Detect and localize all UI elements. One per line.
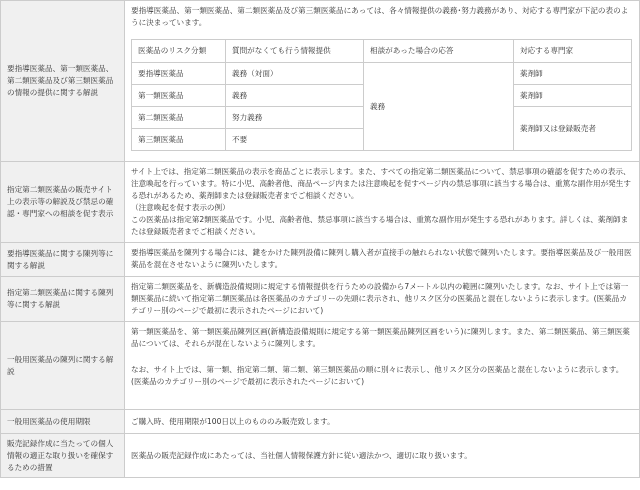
content-text: なお、サイト上では、第一類、指定第二類、第二類、第三類医薬品の順に別々に表示し、他リスク区分の医薬品と混在しないように表示します。(医薬品のカテゴリー別のページで最初に表示されたページにおいて) bbox=[131, 365, 624, 386]
expiration-row bbox=[1, 410, 640, 434]
row-content bbox=[125, 277, 640, 322]
row-content bbox=[125, 1, 640, 162]
row-label: 一般用医薬品の陳列に関する解説 bbox=[1, 322, 125, 410]
column-header: 対応する専門家 bbox=[514, 40, 632, 63]
column-header: 相談があった場合の応答 bbox=[364, 40, 514, 63]
designated-class2-display-row bbox=[1, 162, 640, 243]
info-provision-cell: 義務 bbox=[226, 85, 364, 107]
expert-cell: 薬剤師 bbox=[514, 63, 632, 85]
risk-class-cell: 第二類医薬品 bbox=[132, 107, 226, 129]
risk-class-cell: 第一類医薬品 bbox=[132, 85, 226, 107]
table-header-row bbox=[132, 40, 632, 63]
info-provision-cell: 努力義務 bbox=[226, 107, 364, 129]
row-content bbox=[125, 162, 640, 243]
otc-arrangement-row bbox=[1, 322, 640, 410]
row-label: 販売記録作成に当たっての個人情報の適正な取り扱いを確保するための措置 bbox=[1, 434, 125, 478]
risk-class-cell: 要指導医薬品 bbox=[132, 63, 226, 85]
content-text: 要指導医薬品を陳列する場合には、鍵をかけた陳列設備に陳列し購入者が直接手の触れられない状態で陳列いたします。要指導医薬品及び一般用医薬品を混在させないように陳列いたします。 bbox=[131, 248, 632, 269]
info-provision-row bbox=[1, 1, 640, 162]
risk-classification-table bbox=[131, 39, 632, 151]
row-content bbox=[125, 322, 640, 410]
row-content bbox=[125, 434, 640, 478]
designated-class2-arrangement-row bbox=[1, 277, 640, 322]
row-content bbox=[125, 410, 640, 434]
content-text: 第一類医薬品を、第一類医薬品陳列区画(新構造設備規則に規定する第一類医薬品陳列区画をいう)に陳列します。また、第二類医薬品、第三類医薬品については、それらが混在しないように陳列します。 bbox=[131, 327, 630, 348]
column-header: 質問がなくても行う情報提供 bbox=[226, 40, 364, 63]
guidance-drug-display-row bbox=[1, 243, 640, 277]
row-label: 指定第二類医薬品に関する陳列等に関する解説 bbox=[1, 277, 125, 322]
content-text: （注意喚起を促す表示の例） bbox=[131, 203, 230, 212]
expert-cell: 薬剤師 bbox=[514, 85, 632, 107]
content-text: 指定第二類医薬品を、新構造設備規則に規定する情報提供を行うための設備から7メートル以内の範囲に陳列いたします。なお、サイト上では第一類医薬品に続いて指定第二類医薬品は各医薬品のカテゴリーの先頭に表示され、他リスク区分の医薬品と混在しないように表示します。(医薬品カテゴリー別のページで最初に表示されたページにおいて) bbox=[131, 282, 629, 315]
consultation-response-cell: 義務 bbox=[364, 63, 514, 151]
row-content bbox=[125, 243, 640, 277]
privacy-row bbox=[1, 434, 640, 478]
column-header: 医薬品のリスク分類 bbox=[132, 40, 226, 63]
content-text: ご購入時、使用期限が100日以上のもののみ販売致します。 bbox=[131, 416, 335, 426]
info-provision-cell: 義務（対面） bbox=[226, 63, 364, 85]
table-row bbox=[132, 63, 632, 85]
row-label: 要指導医薬品に関する陳列等に関する解説 bbox=[1, 243, 125, 277]
intro-text: 要指導医薬品、第一類医薬品、第二類医薬品及び第三類医薬品にあっては、各々情報提供の義務･努力義務があり、対応する専門家が下記の表のように決まっています。 bbox=[131, 6, 629, 27]
row-label: 要指導医薬品、第一類医薬品、第二類医薬品及び第三類医薬品の情報の提供に関する解説 bbox=[1, 1, 125, 162]
row-label: 指定第二類医薬品の販売サイト上の表示等の解説及び禁忌の確認・専門家への相談を促す表示 bbox=[1, 162, 125, 243]
expert-cell: 薬剤師又は登録販売者 bbox=[514, 107, 632, 151]
row-label: 一般用医薬品の使用期限 bbox=[1, 410, 125, 434]
content-text: サイト上では、指定第二類医薬品の表示を商品ごとに表示します。また、すべての指定第二類医薬品について、禁忌事項の確認を促すための表示、注意喚起を行っています。特に小児、高齢者他、商品ページ内または注意喚起を促すページ内の禁忌事項に該当する場合は、重篤な副作用が発生する恐れがあるため、薬剤師または登録販売者までご相談ください。 bbox=[131, 167, 631, 200]
risk-class-cell: 第三類医薬品 bbox=[132, 129, 226, 151]
content-text: 医薬品の販売記録作成にあたっては、当社個人情報保護方針に従い適法かつ、適切に取り扱います。 bbox=[131, 450, 472, 460]
info-provision-cell: 不要 bbox=[226, 129, 364, 151]
content-text: この医薬品は指定第2類医薬品です。小児、高齢者他、禁忌事項に該当する場合は、重篤な副作用が発生する恐れがあります。詳しくは、薬剤師または登録販売者までご相談ください。 bbox=[131, 215, 629, 236]
